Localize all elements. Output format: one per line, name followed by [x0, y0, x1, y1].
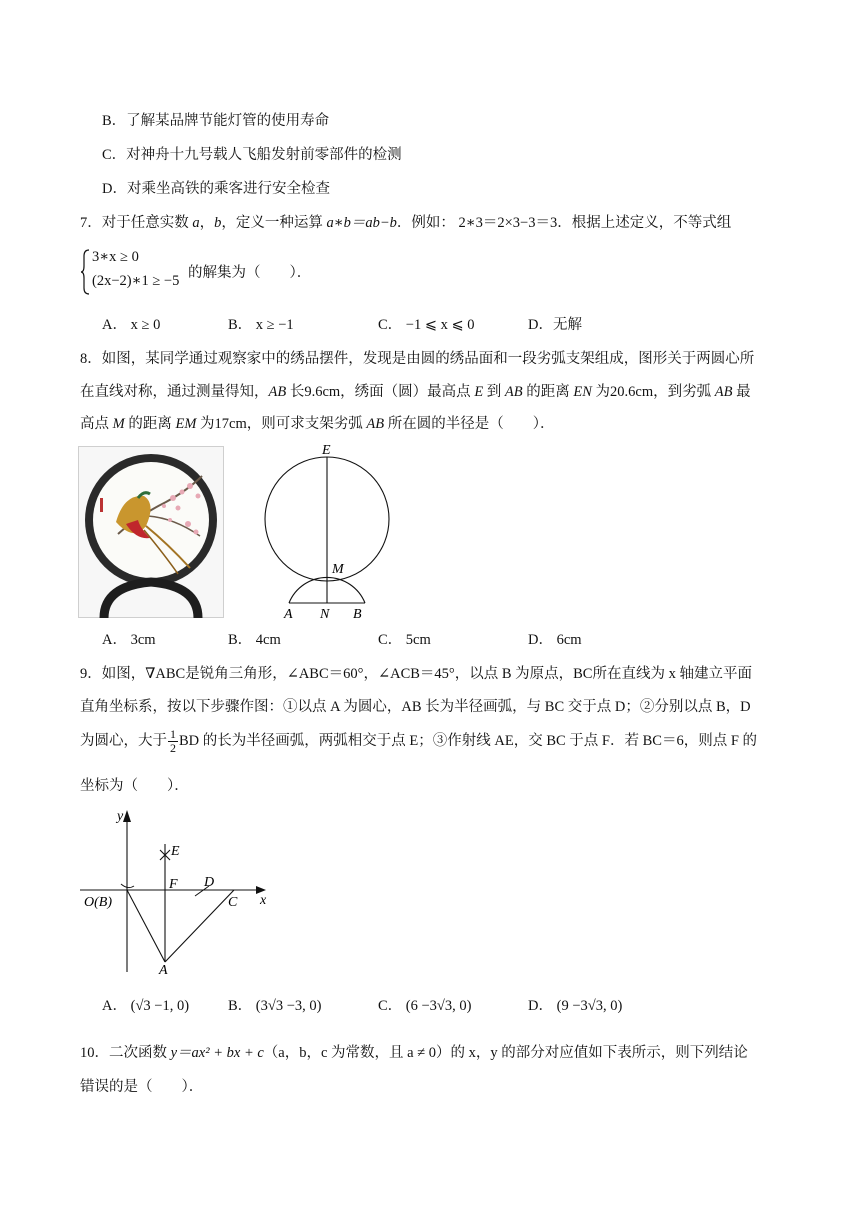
q7-example: 2∗3＝2×3−3＝3 — [458, 215, 558, 231]
label-b: B — [353, 607, 362, 622]
q6-option-c: C．对神舟十九号载人飞船发射前零部件的检测 — [102, 147, 402, 163]
label-e: E — [322, 443, 331, 458]
segment-ac — [165, 890, 234, 962]
q7-option-a: A． x ≥ 0 — [102, 317, 161, 333]
y-axis-arrow-icon — [123, 810, 131, 822]
segment-ab — [127, 890, 165, 962]
label-x: x — [260, 893, 267, 908]
label-d: D — [204, 875, 215, 890]
q7-question-tail: 的解集为（ ）． — [188, 265, 312, 281]
q9-coordinate-figure — [76, 806, 276, 978]
q8-option-c: C． 5cm — [378, 632, 431, 648]
q9-option-d: D． (9 −3√3, 0) — [528, 998, 623, 1014]
label-a: A — [159, 963, 168, 978]
label-f: F — [169, 877, 178, 892]
q7-option-d: D．无解 — [528, 317, 582, 333]
fraction-one-half: $\frac{1}{2}$ — [170, 727, 176, 756]
q6-option-b: B．了解某品牌节能灯管的使用寿命 — [102, 113, 330, 129]
q7-stem: 7．对于任意实数 a，b，定义一种运算 a∗b＝ab−b．例如： 2∗3＝2×3−3＝3．根据上述定义，不等式组 — [80, 215, 732, 231]
q10-function: y＝ax² + bx + c — [170, 1045, 264, 1061]
q8-option-a: A． 3cm — [102, 632, 156, 648]
q9-stem-line-1: 9．如图，∇ABC是锐角三角形，∠ABC＝60°，∠ACB＝45°，以点 B 为原点，BC所在直线为 x 轴建立平面 — [80, 666, 752, 682]
label-m: M — [332, 562, 344, 577]
q7-option-b: B． x ≥ −1 — [228, 317, 294, 333]
q7-inequality-2: (2x−2)∗1 ≥ −5 — [92, 273, 180, 289]
left-brace-icon — [80, 248, 92, 296]
label-origin: O(B) — [84, 895, 112, 910]
q10-stem-line-1: 10．二次函数 y＝ax² + bx + c（a，b，c 为常数，且 a ≠ 0）的 x，y 的部分对应值如下表所示，则下列结论 — [80, 1045, 748, 1061]
q9-option-a: A． (√3 −1, 0) — [102, 998, 190, 1014]
q8-stem-line-1: 8．如图，某同学通过观察家中的绣品摆件，发现是由圆的绣品面和一段劣弧支架组成，图形关于两圆心所 — [80, 351, 755, 367]
embroidery-ornament-photo — [78, 446, 224, 618]
q8-option-d: D． 6cm — [528, 632, 582, 648]
q9-option-c: C． (6 −3√3, 0) — [378, 998, 472, 1014]
label-a: A — [284, 607, 293, 622]
label-n: N — [320, 607, 330, 622]
q9-stem-line-2: 直角坐标系，按以下步骤作图：①以点 A 为圆心，AB 长为半径画弧，与 BC 交于点 D；②分别以点 B，D — [80, 699, 751, 715]
q8-option-b: B． 4cm — [228, 632, 281, 648]
q8-stem-line-2: 在直线对称，通过测量得知，AB 长9.6cm，绣面（圆）最高点 E 到 AB 的距离 EN 为20.6cm，到劣弧 AB 最 — [80, 384, 751, 400]
label-e: E — [171, 844, 180, 859]
q9-stem-line-3: 为圆心，大于 $\frac{1}{2}$ BD 的长为半径画弧，两弧相交于点 E；③作射线 AE，交 BC 于点 F．若 BC＝6，则点 F 的 — [80, 727, 758, 756]
q7-option-c: C． −1 ⩽ x ⩽ 0 — [378, 317, 475, 333]
q7-inequality-1: 3∗x ≥ 0 — [92, 249, 139, 265]
q8-circle-figure — [260, 440, 420, 622]
label-y: y — [117, 809, 124, 824]
q7-operation-definition: a∗b＝ab−b — [326, 215, 397, 231]
q8-stem-line-3: 高点 M 的距离 EM 为17cm，则可求支架劣弧 AB 所在圆的半径是（ ）． — [80, 416, 555, 432]
q9-option-b: B． (3√3 −3, 0) — [228, 998, 322, 1014]
label-c: C — [228, 895, 238, 910]
q9-stem-line-4: 坐标为（ ）． — [80, 778, 189, 794]
q7-inequality-system — [80, 248, 312, 296]
q6-option-d: D．对乘坐高铁的乘客进行安全检查 — [102, 181, 330, 197]
q10-stem-line-2: 错误的是（ ）． — [80, 1079, 204, 1095]
